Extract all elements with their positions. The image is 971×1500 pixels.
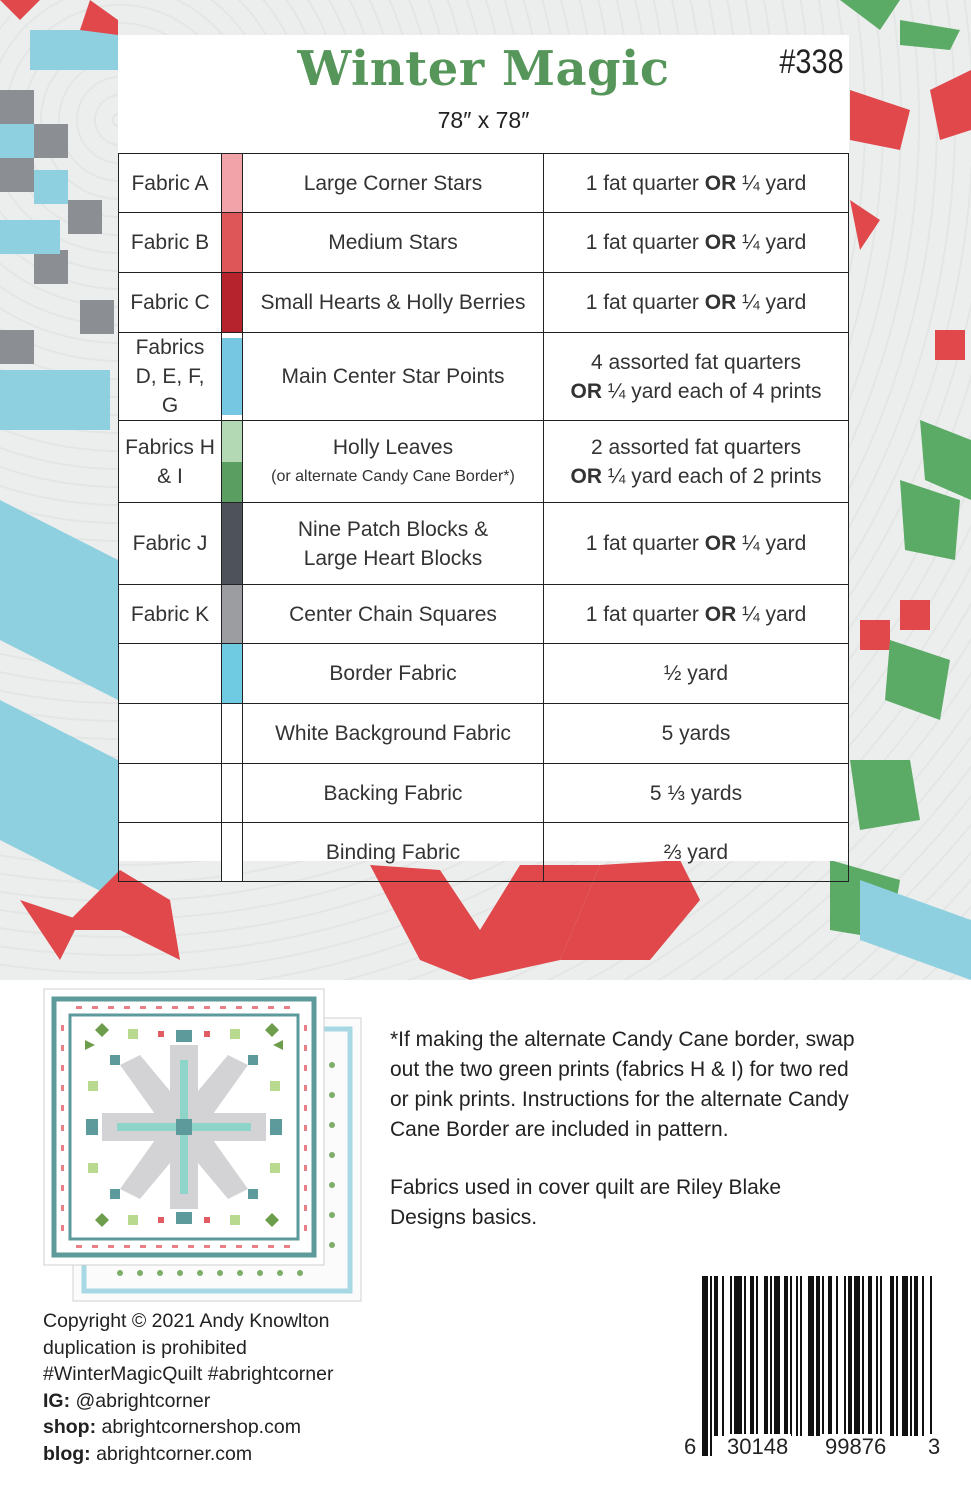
fabric-use <box>243 764 544 823</box>
fabric-label: Fabric B <box>119 213 222 273</box>
barcode-bar <box>922 1276 924 1436</box>
requirement-row <box>119 764 849 823</box>
barcode-bar <box>714 1276 718 1436</box>
fabric-label: Fabric K <box>119 585 222 644</box>
shop-url: abrightcornershop.com <box>96 1416 301 1438</box>
fabric-swatch <box>222 585 243 644</box>
amount-text-tail: ¼ yard <box>736 171 807 195</box>
barcode-bar <box>750 1276 754 1436</box>
fabric-use-text: Small Hearts & Holly Berries <box>260 291 526 314</box>
instagram-label: IG: <box>43 1389 71 1412</box>
swatch-color <box>222 213 242 272</box>
swatch-color <box>222 154 242 212</box>
fabric-amount <box>544 764 849 823</box>
amount-or: OR <box>704 602 737 626</box>
fabric-use-note: (or alternate Candy Cane Border*) <box>271 467 515 485</box>
barcode-bar <box>914 1276 918 1436</box>
fabric-use-text: White Background Fabric <box>275 722 511 745</box>
shop-line[interactable] <box>43 1414 333 1441</box>
fabric-use-text: Main Center Star Points <box>281 365 505 388</box>
swatch-color <box>222 823 242 881</box>
swatch-color <box>222 338 242 415</box>
fabric-amount-line <box>550 600 842 629</box>
fabric-swatch <box>222 273 243 333</box>
fabric-swatch <box>222 421 243 503</box>
fabric-amount-line <box>550 719 842 748</box>
fabric-use-text: Center Chain Squares <box>289 602 497 626</box>
barcode-bar <box>880 1276 882 1436</box>
swatch-color <box>222 704 242 763</box>
fabric-source-note: Fabrics used in cover quilt are Riley Blake Designs basics. <box>390 1176 782 1229</box>
barcode-bar <box>734 1276 742 1436</box>
fabric-swatch <box>222 764 243 823</box>
amount-text-tail: ¼ yard <box>736 532 807 555</box>
barcode-digit-first: 6 <box>681 1434 699 1460</box>
requirement-row <box>119 644 849 704</box>
fabric-amount <box>544 154 849 213</box>
swatch-color <box>222 421 242 462</box>
fabric-amount-line2 <box>550 462 842 491</box>
fabric-use <box>243 154 544 213</box>
barcode-bar <box>848 1276 852 1436</box>
fabric-amount-line <box>550 348 842 377</box>
barcode-bar <box>876 1276 878 1436</box>
fabric-amount-line <box>550 228 842 257</box>
amount-text: ¼ yard each of 2 prints <box>602 464 822 488</box>
candy-cane-note: *If making the alternate Candy Cane border, swap out the two green prints (fabrics H & I) for two red or pink prints. Instructions for the alternate Candy Cane Border are included in pattern. <box>390 1028 855 1141</box>
fabric-use-text: Medium Stars <box>328 231 458 254</box>
fabric-use <box>243 213 544 273</box>
barcode-bar <box>808 1276 814 1436</box>
amount-text-tail: ¼ yard <box>736 602 807 626</box>
barcode-bar <box>822 1276 824 1436</box>
fabric-amount-line <box>550 779 842 808</box>
fabric-swatch <box>222 644 243 704</box>
amount-text: ¼ yard each of 4 prints <box>602 379 822 403</box>
barcode-bar <box>844 1276 846 1436</box>
swatch-color <box>222 462 242 503</box>
barcode-bar <box>854 1276 860 1436</box>
barcode-bar <box>930 1276 932 1436</box>
barcode-bar <box>756 1276 758 1436</box>
fabric-label: Fabric C <box>119 273 222 333</box>
amount-or: OR <box>704 171 737 195</box>
fabric-amount <box>544 704 849 764</box>
fabric-amount <box>544 585 849 644</box>
fabric-use <box>243 333 544 421</box>
amount-or: OR <box>704 291 737 314</box>
requirement-row <box>119 154 849 213</box>
fabric-use <box>243 585 544 644</box>
pattern-notes <box>390 1025 860 1261</box>
fabric-swatch <box>222 704 243 764</box>
swatch-color <box>222 273 242 332</box>
fabric-amount-line2 <box>550 377 842 406</box>
amount-text: 1 fat quarter <box>585 171 705 195</box>
barcode-bar <box>796 1276 798 1436</box>
requirement-row <box>119 421 849 503</box>
hashtags-line: #WinterMagicQuilt #abrightcorner <box>43 1363 334 1385</box>
fabric-amount-line <box>550 659 842 688</box>
barcode-bar <box>722 1276 724 1436</box>
fabric-use-text: Holly Leaves <box>332 435 454 459</box>
copyright-line: Copyright © 2021 Andy Knowlton <box>43 1310 330 1332</box>
fabric-label <box>119 644 222 704</box>
barcode-bar <box>896 1276 898 1436</box>
fabric-amount <box>544 644 849 704</box>
amount-or: OR <box>570 464 603 488</box>
barcode-bar <box>730 1276 732 1436</box>
amount-text: 5 ⅓ yards <box>649 781 743 805</box>
instagram-line[interactable] <box>43 1388 333 1415</box>
barcode-bar <box>784 1276 788 1436</box>
fabric-label: Fabric A <box>119 154 222 213</box>
barcode-bar <box>764 1276 768 1436</box>
amount-text: 2 assorted fat quarters <box>590 435 802 459</box>
fabric-label <box>119 704 222 764</box>
amount-text-tail: ¼ yard <box>736 231 807 254</box>
fabric-use-text: Large Corner Stars <box>303 171 483 195</box>
amount-text-tail: ¼ yard <box>736 291 807 314</box>
blog-line[interactable] <box>43 1441 333 1468</box>
amount-text: 1 fat quarter <box>585 291 705 314</box>
fabric-swatch <box>222 823 243 882</box>
blog-url: abrightcorner.com <box>90 1442 253 1465</box>
amount-text: 1 fat quarter <box>585 602 705 626</box>
credits-block <box>43 1308 333 1467</box>
barcode-bar <box>868 1276 872 1436</box>
barcode-bar <box>902 1276 908 1436</box>
barcode-bar <box>836 1276 838 1456</box>
fabric-amount-line <box>550 433 842 462</box>
fabric-label: Fabric J <box>119 503 222 585</box>
barcode-bar <box>702 1276 708 1456</box>
barcode-bar <box>862 1276 864 1436</box>
barcode-bar <box>770 1276 772 1436</box>
barcode-bar <box>790 1276 792 1436</box>
fabric-amount-line <box>550 169 842 198</box>
amount-or: OR <box>704 532 737 555</box>
barcode-bar <box>828 1276 832 1456</box>
amount-text: 1 fat quarter <box>585 532 705 555</box>
requirement-row <box>119 704 849 764</box>
fabric-requirements-table <box>118 153 849 882</box>
fabric-amount <box>544 273 849 333</box>
barcode-bar <box>710 1276 712 1456</box>
pattern-number: #338 <box>779 43 844 81</box>
fabric-use-text: Binding Fabric <box>325 840 461 864</box>
swatch-color <box>222 764 242 822</box>
requirement-row <box>119 503 849 585</box>
amount-text: 5 yards <box>661 722 731 745</box>
amount-text: 4 assorted fat quarters <box>590 350 802 374</box>
fabric-use <box>243 273 544 333</box>
fabric-amount <box>544 823 849 882</box>
barcode-bar <box>890 1276 894 1436</box>
swatch-color <box>222 644 242 703</box>
barcode-digit-last: 3 <box>925 1434 943 1460</box>
fabric-label <box>119 823 222 882</box>
fabric-amount <box>544 333 849 421</box>
fabric-use-text: Nine Patch Blocks & Large Heart Blocks <box>297 517 489 570</box>
requirement-row <box>119 585 849 644</box>
upc-barcode <box>684 1276 942 1466</box>
requirement-row <box>119 273 849 333</box>
amount-or: OR <box>704 231 737 254</box>
fabric-swatch <box>222 154 243 213</box>
amount-or: OR <box>570 379 603 403</box>
amount-text: ⅔ yard <box>663 840 729 864</box>
barcode-bar <box>744 1276 746 1436</box>
duplication-line: duplication is prohibited <box>43 1336 247 1359</box>
fabric-swatch <box>222 213 243 273</box>
fabric-use <box>243 704 544 764</box>
amount-text: 1 fat quarter <box>585 231 705 254</box>
fabric-use <box>243 503 544 585</box>
fabric-requirements-panel <box>118 35 849 864</box>
fabric-amount-line <box>550 838 842 867</box>
fabric-use <box>243 823 544 882</box>
barcode-bar <box>774 1276 780 1436</box>
swatch-color <box>222 585 242 643</box>
fabric-label <box>119 764 222 823</box>
barcode-group-left: 30148 <box>724 1434 791 1460</box>
fabric-label: Fabrics D, E, F, G <box>119 333 222 421</box>
barcode-bar <box>910 1276 912 1436</box>
fabric-swatch <box>222 333 243 421</box>
fabric-amount-line <box>550 288 842 317</box>
requirement-row <box>119 213 849 273</box>
barcode-bar <box>816 1276 820 1436</box>
finished-size: 78″ x 78″ <box>437 107 530 133</box>
pattern-title: Winter Magic <box>297 41 670 97</box>
barcode-bar <box>800 1276 802 1436</box>
fabric-amount <box>544 503 849 585</box>
blog-label: blog: <box>43 1442 91 1465</box>
fabric-use <box>243 644 544 704</box>
fabric-use-text: Border Fabric <box>329 662 457 685</box>
fabric-amount-line <box>550 529 842 558</box>
fabric-use-text: Backing Fabric <box>323 781 463 805</box>
fabric-amount <box>544 213 849 273</box>
instagram-handle: @abrightcorner <box>70 1389 211 1412</box>
fabric-use <box>243 421 544 503</box>
requirement-row <box>119 823 849 882</box>
fabric-amount <box>544 421 849 503</box>
barcode-group-right: 99876 <box>822 1434 889 1460</box>
swatch-color <box>222 503 242 584</box>
shop-label: shop: <box>43 1416 97 1438</box>
amount-text: ½ yard <box>663 662 729 685</box>
quilt-diagram-thumbnail <box>40 985 365 1305</box>
fabric-label: Fabrics H & I <box>119 421 222 503</box>
fabric-swatch <box>222 503 243 585</box>
requirement-row <box>119 333 849 421</box>
